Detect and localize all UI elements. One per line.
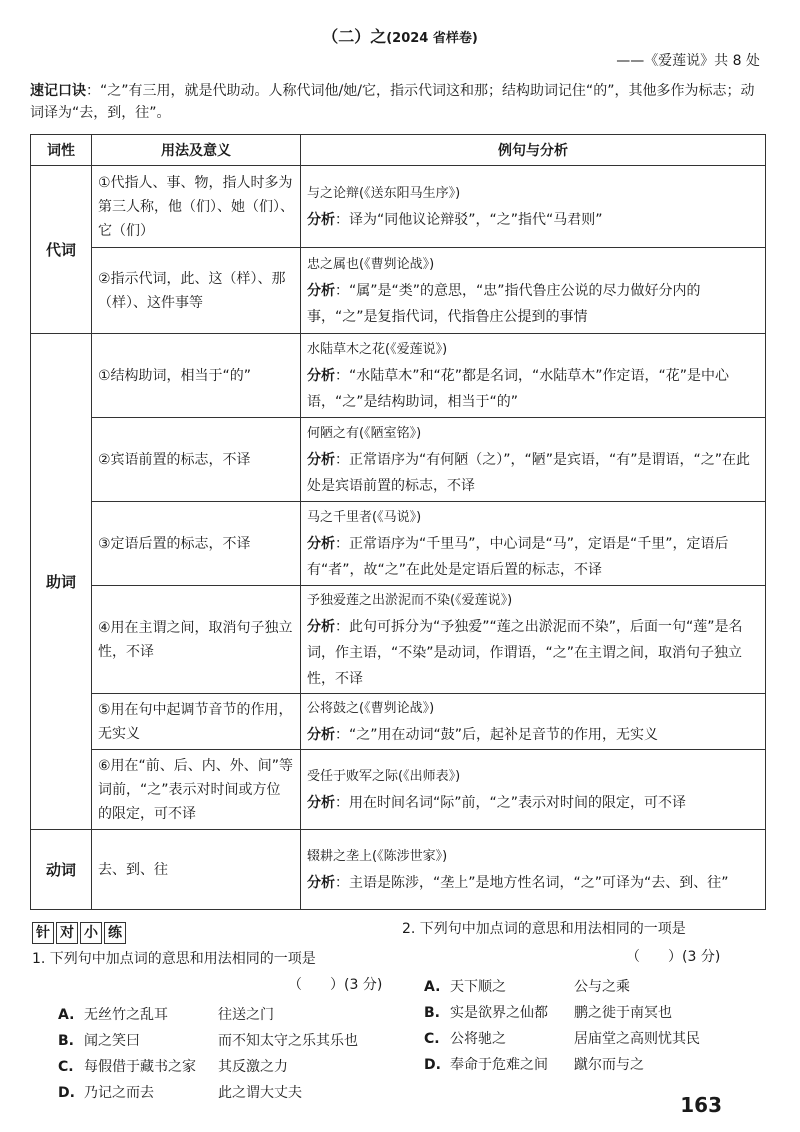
option-phrase-a: 每假借于藏书之家	[84, 1059, 196, 1075]
analysis-text: ：“属”是“类”的意思，“忠”指代鲁庄公说的尽力做好分内的事，“之”是复指代词，代指鲁庄公提到的事情	[307, 282, 701, 325]
mnemonic	[30, 80, 765, 124]
option-phrase-b: 往送之门	[218, 1007, 274, 1023]
q2-option-a[interactable]	[424, 976, 630, 996]
title-main: （二）之	[322, 27, 387, 46]
example-sentence: 马之千里者(《马说》)	[307, 509, 422, 525]
source-note: ——《爱莲说》共 8 处	[616, 53, 760, 69]
example-sentence: 辍耕之垄上(《陈涉世家》)	[307, 848, 448, 864]
table-row	[31, 166, 766, 248]
practice-badge	[32, 922, 126, 944]
example-cell	[301, 502, 766, 586]
badge-char: 练	[104, 922, 126, 944]
example-sentence: 予独爱莲之出淤泥而不染(《爱莲说》)	[307, 592, 513, 608]
option-phrase-a: 天下顺之	[450, 979, 506, 995]
option-letter: A.	[424, 979, 441, 995]
analysis-label: 分析	[307, 451, 335, 468]
analysis-text: ：此句可拆分为“予独爱”“莲之出淤泥而不染”，后面一句“莲”是名词，作主语，“不染”是动词，作谓语，“之”在主谓之间，取消句子独立性，不译	[307, 618, 743, 687]
example-cell	[301, 166, 766, 248]
option-phrase-b: 居庙堂之高则忧其民	[574, 1031, 700, 1047]
option-phrase-b: 此之谓大丈夫	[218, 1085, 302, 1101]
table-row	[31, 418, 766, 502]
option-phrase-a: 实是欲界之仙都	[450, 1005, 548, 1021]
option-phrase-a: 公将驰之	[450, 1031, 506, 1047]
usage-cell: ①结构助词，相当于“的”	[92, 334, 301, 418]
usage-table	[30, 134, 766, 910]
option-letter: A.	[58, 1007, 75, 1023]
example-sentence: 忠之属也(《曹刿论战》)	[307, 256, 435, 272]
analysis-text: ：正常语序为“有何陋（之）”，“陋”是宾语，“有”是谓语，“之”在此处是宾语前置的标志，不译	[307, 451, 751, 494]
header-usage: 用法及意义	[92, 135, 301, 166]
example-sentence: 水陆草木之花(《爱莲说》)	[307, 341, 448, 357]
example-cell	[301, 694, 766, 750]
q1-option-b[interactable]	[58, 1030, 358, 1050]
option-letter: D.	[424, 1057, 441, 1073]
badge-char: 小	[80, 922, 102, 944]
analysis-text: ：用在时间名词“际”前，“之”表示对时间的限定，可不译	[335, 794, 687, 811]
analysis-text: ：主语是陈涉，“垄上”是地方性名词，“之”可译为“去、到、往”	[335, 874, 729, 891]
analysis-text: ：译为“同他议论辩驳”，“之”指代“马君则”	[335, 211, 603, 228]
option-phrase-b: 公与之乘	[574, 979, 630, 995]
question-1-score: （ ）(3 分)	[288, 977, 383, 993]
table-row	[31, 694, 766, 750]
option-phrase-a: 闻之笑曰	[84, 1033, 140, 1049]
example-cell	[301, 830, 766, 910]
usage-cell: ⑥用在“前、后、内、外、间”等词前，“之”表示对时间或方位的限定，可不译	[92, 750, 301, 830]
analysis-text: ：正常语序为“千里马”，中心词是“马”，定语是“千里”，定语后有“者”，故“之”在此处是定语后置的标志，不译	[307, 535, 729, 578]
table-row	[31, 750, 766, 830]
example-sentence: 受任于败军之际(《出师表》)	[307, 768, 461, 784]
badge-char: 对	[56, 922, 78, 944]
pos-particle: 助词	[31, 334, 92, 830]
example-cell	[301, 750, 766, 830]
analysis-label: 分析	[307, 282, 335, 299]
table-row	[31, 334, 766, 418]
table-row	[31, 830, 766, 910]
table-row	[31, 586, 766, 694]
option-letter: B.	[58, 1033, 74, 1049]
option-letter: C.	[424, 1031, 440, 1047]
section-title	[0, 24, 800, 47]
analysis-label: 分析	[307, 794, 335, 811]
page-number: 163	[680, 1093, 722, 1117]
question-2-stem: 2. 下列句中加点词的意思和用法相同的一项是	[402, 921, 686, 937]
q2-option-c[interactable]	[424, 1028, 700, 1048]
option-phrase-a: 奉命于危难之间	[450, 1057, 548, 1073]
usage-cell: ①代指人、事、物，指人时多为第三人称，他（们）、她（们）、它（们）	[92, 166, 301, 248]
pos-verb: 动词	[31, 830, 92, 910]
option-phrase-b: 鹏之徙于南冥也	[574, 1005, 672, 1021]
table-row	[31, 502, 766, 586]
option-phrase-b: 其反激之力	[218, 1059, 288, 1075]
analysis-text: ：“之”用在动词“鼓”后，起补足音节的作用，无实义	[335, 726, 659, 743]
q1-option-d[interactable]	[58, 1082, 302, 1102]
analysis-label: 分析	[307, 874, 335, 891]
analysis-text: ：“水陆草木”和“花”都是名词，“水陆草木”作定语，“花”是中心语，“之”是结构助词，相当于“的”	[307, 367, 730, 410]
table-header-row	[31, 135, 766, 166]
usage-cell: ③定语后置的标志，不译	[92, 502, 301, 586]
option-phrase-a: 乃记之而去	[84, 1085, 154, 1101]
question-2-score: （ ）(3 分)	[626, 949, 721, 965]
title-sub: (2024 省样卷)	[386, 31, 478, 46]
badge-char: 针	[32, 922, 54, 944]
option-phrase-b: 而不知太守之乐其乐也	[218, 1033, 358, 1049]
analysis-label: 分析	[307, 618, 335, 635]
header-pos: 词性	[31, 135, 92, 166]
option-letter: C.	[58, 1059, 74, 1075]
option-letter: B.	[424, 1005, 440, 1021]
q2-option-b[interactable]	[424, 1002, 672, 1022]
option-phrase-b: 蹴尔而与之	[574, 1057, 644, 1073]
example-cell	[301, 248, 766, 334]
analysis-label: 分析	[307, 726, 335, 743]
q2-option-d[interactable]	[424, 1054, 644, 1074]
mnemonic-text: ：“之”有三用，就是代助动。人称代词他/她/它，指示代词这和那；结构助词记住“的”，其他多作为标志；动词译为“去，到，往”。	[30, 83, 755, 121]
example-cell	[301, 418, 766, 502]
option-phrase-a: 无丝竹之乱耳	[84, 1007, 168, 1023]
table-row	[31, 248, 766, 334]
pos-pronoun: 代词	[31, 166, 92, 334]
header-example: 例句与分析	[301, 135, 766, 166]
usage-cell: ②指示代词，此、这（样）、那（样）、这件事等	[92, 248, 301, 334]
q1-option-a[interactable]	[58, 1004, 274, 1024]
usage-cell: ②宾语前置的标志，不译	[92, 418, 301, 502]
example-sentence: 公将鼓之(《曹刿论战》)	[307, 700, 435, 716]
mnemonic-label: 速记口诀	[30, 83, 86, 99]
example-cell	[301, 586, 766, 694]
example-cell	[301, 334, 766, 418]
option-letter: D.	[58, 1085, 75, 1101]
example-sentence: 何陋之有(《陋室铭》)	[307, 425, 422, 441]
analysis-label: 分析	[307, 211, 335, 228]
analysis-label: 分析	[307, 367, 335, 384]
question-1-stem: 1. 下列句中加点词的意思和用法相同的一项是	[32, 951, 316, 967]
usage-cell: 去、到、往	[92, 830, 301, 910]
usage-cell: ⑤用在句中起调节音节的作用，无实义	[92, 694, 301, 750]
example-sentence: 与之论辩(《送东阳马生序》)	[307, 185, 461, 201]
q1-option-c[interactable]	[58, 1056, 288, 1076]
usage-cell: ④用在主谓之间，取消句子独立性，不译	[92, 586, 301, 694]
analysis-label: 分析	[307, 535, 335, 552]
